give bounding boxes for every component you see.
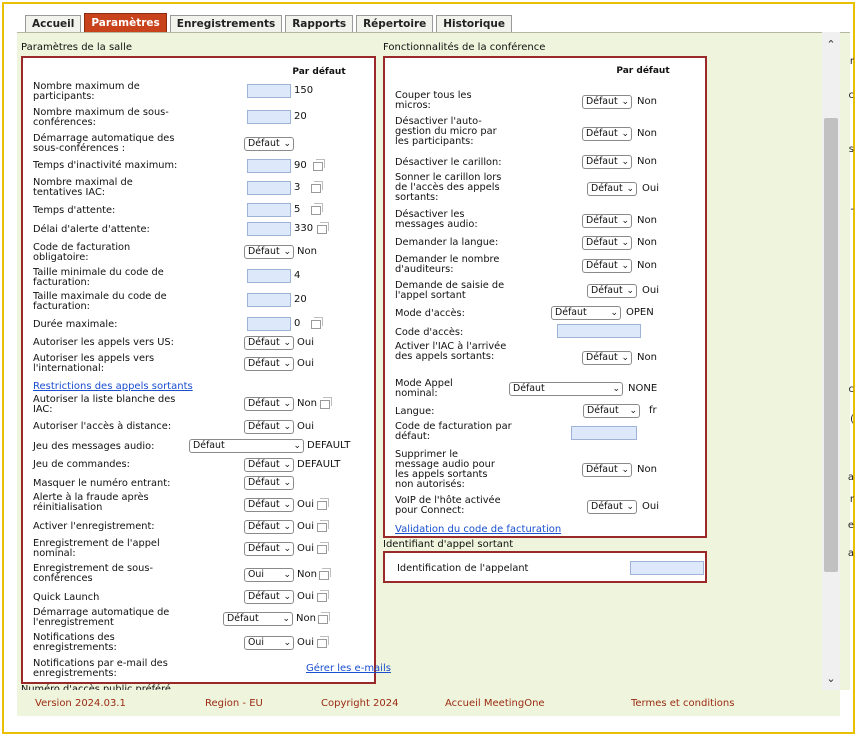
chevron-down-icon: ⌄ (283, 500, 291, 510)
tab-repertoire[interactable]: Répertoire (356, 15, 433, 32)
billing-max-label: Taille maximale du code de facturation: (33, 291, 167, 312)
nominal-recording-select-value: Défaut (248, 543, 280, 554)
enable-recording-label: Activer l'enregistrement: (33, 521, 155, 532)
copy-icon[interactable] (317, 545, 327, 554)
access-mode-select-value: Défaut (555, 307, 587, 318)
disable-chime-select[interactable] (582, 155, 632, 169)
remote-access-label: Autoriser l'accès à distance: (33, 421, 172, 432)
footer-copyright: Copyright 2024 (321, 698, 399, 709)
nominal-mode-value: NONE (628, 383, 658, 394)
copy-icon[interactable] (311, 184, 321, 193)
chevron-down-icon: ⌄ (621, 353, 629, 363)
billing-code-required-value: Non (297, 246, 317, 257)
iac-attempts-input[interactable] (247, 181, 291, 195)
nominal-mode-label: Mode Appel nominal: (395, 378, 453, 399)
iac-arrival-value: Non (637, 352, 657, 363)
auto-start-recording-select-value: Défaut (227, 613, 259, 624)
chevron-down-icon: ⌄ (612, 384, 620, 394)
edge-char: c (848, 384, 854, 395)
footer-home-link[interactable]: Accueil MeetingOne (445, 698, 545, 709)
wait-alert-label: Délai d'alerte d'attente: (33, 224, 150, 235)
disable-chime-label: Désactiver le carillon: (395, 157, 502, 168)
language-label: Langue: (395, 406, 435, 417)
access-mode-select[interactable] (551, 306, 621, 320)
ask-language-select-value: Défaut (586, 237, 618, 248)
tab-historique[interactable]: Historique (436, 15, 512, 32)
max-participants-value: 150 (294, 85, 314, 96)
auto-start-subconf-label: Démarrage automatique des sous-conférences : (33, 133, 175, 154)
suppress-audio-label: Supprimer le message audio pour les appels sortants non autorisés: (395, 449, 495, 490)
chevron-down-icon: ⌄ (626, 286, 634, 296)
command-set-label: Jeu de commandes: (33, 459, 130, 470)
outbound-input-select-value: Défaut (591, 285, 623, 296)
allow-intl-label: Autoriser les appels vers l'international: (33, 353, 155, 374)
voip-host-value: Oui (642, 501, 659, 512)
self-mute-select-value: Défaut (586, 128, 618, 139)
mute-all-select-value: Défaut (586, 96, 618, 107)
iac-attempts-value: 3 (294, 182, 301, 193)
chevron-down-icon: ⌄ (293, 441, 301, 451)
caller-id-title: Identifiant d'appel sortant (383, 539, 514, 550)
chevron-down-icon: ⌄ (283, 338, 291, 348)
access-code-label: Code d'accès: (395, 327, 464, 338)
chevron-down-icon: ⌄ (626, 502, 634, 512)
edge-char: s (848, 144, 854, 155)
mask-number-select[interactable] (244, 476, 294, 490)
iac-whitelist-select[interactable] (244, 397, 294, 411)
billing-min-input[interactable] (247, 269, 291, 283)
nominal-mode-select-value: Défaut (513, 383, 545, 394)
edge-char: c (848, 90, 854, 101)
max-duration-label: Durée maximale: (33, 319, 118, 330)
access-mode-value: OPEN (626, 307, 654, 318)
self-mute-select[interactable] (582, 127, 632, 141)
mute-all-label: Couper tous les micros: (395, 90, 472, 111)
voip-host-label: VoIP de l'hôte activée pour Connect: (395, 495, 501, 516)
allow-intl-value: Oui (297, 358, 314, 369)
recording-notifications-value: Oui (297, 637, 314, 648)
disable-audio-value: Non (637, 215, 657, 226)
mute-all-select[interactable] (582, 95, 632, 109)
billing-code-required-label: Code de facturation obligatoire: (33, 242, 131, 263)
edge-char: r (849, 494, 854, 505)
default-header: Par défaut (616, 66, 670, 76)
iac-arrival-select[interactable] (582, 351, 632, 365)
subconf-recording-select[interactable] (244, 568, 294, 582)
max-idle-value: 90 (294, 160, 307, 171)
vertical-scrollbar[interactable] (822, 32, 840, 690)
auto-start-recording-value: Non (296, 613, 316, 624)
fraud-alert-label: Alerte à la fraude après réinitialisation (33, 492, 149, 513)
wait-time-label: Temps d'attente: (33, 205, 116, 216)
outbound-restrictions-link[interactable]: Restrictions des appels sortants (33, 381, 193, 392)
conference-features-title: Fonctionnalités de la conférence (383, 42, 546, 53)
chime-outbound-value: Oui (642, 183, 659, 194)
allow-us-select[interactable] (244, 336, 294, 350)
audio-set-label: Jeu des messages audio: (33, 441, 155, 452)
chevron-down-icon: ⌄ (621, 97, 629, 107)
edge-char: a (847, 472, 854, 483)
max-subconf-label: Nombre maximum de sous-conférences: (33, 107, 169, 128)
recording-notifications-label: Notifications des enregistrements: (33, 632, 117, 653)
chevron-down-icon: ⌄ (610, 308, 618, 318)
allow-us-label: Autoriser les appels vers US: (33, 337, 174, 348)
fraud-alert-select[interactable] (244, 498, 294, 512)
nominal-mode-select[interactable] (509, 382, 623, 396)
max-idle-input[interactable] (247, 159, 291, 173)
language-value: fr (649, 405, 657, 416)
auto-start-subconf-select-value: Défaut (248, 138, 280, 149)
copy-icon[interactable] (311, 320, 321, 329)
ask-listeners-label: Demander le nombre d'auditeurs: (395, 254, 500, 275)
enable-recording-value: Oui (297, 521, 314, 532)
allow-us-select-value: Défaut (248, 337, 280, 348)
iac-attempts-label: Nombre maximal de tentatives IAC: (33, 177, 133, 198)
iac-whitelist-select-value: Défaut (248, 398, 280, 409)
remote-access-select[interactable] (244, 420, 294, 434)
allow-intl-select-value: Défaut (248, 358, 280, 369)
max-subconf-input[interactable] (247, 110, 291, 124)
outbound-input-label: Demande de saisie de l'appel sortant (395, 280, 505, 301)
mask-number-label: Masquer le numéro entrant: (33, 478, 171, 489)
subconf-recording-select-value: Oui (248, 569, 264, 580)
subconf-recording-value: Non (297, 569, 317, 580)
room-settings-panel (21, 56, 391, 684)
settings-content (17, 32, 850, 690)
quick-launch-value: Oui (297, 591, 314, 602)
disable-audio-label: Désactiver les messages audio: (395, 209, 478, 230)
edge-char: r (849, 56, 854, 67)
billing-code-required-select[interactable] (244, 245, 294, 259)
disable-audio-select-value: Défaut (586, 215, 618, 226)
chevron-down-icon: ⌄ (621, 238, 629, 248)
audio-set-select-value: Défaut (193, 440, 225, 451)
wait-alert-value: 330 (294, 223, 314, 234)
conference-features-panel (383, 56, 707, 538)
nominal-recording-label: Enregistrement de l'appel nominal: (33, 538, 160, 559)
recording-notifications-select[interactable] (244, 636, 294, 650)
audio-set-select[interactable] (189, 439, 304, 453)
outbound-input-select[interactable] (587, 284, 637, 298)
wait-time-value: 5 (294, 204, 301, 215)
quick-launch-select-value: Défaut (248, 591, 280, 602)
ask-listeners-select[interactable] (582, 259, 632, 273)
edge-char: a (847, 548, 854, 559)
caller-id-label: Identification de l'appelant (397, 563, 529, 574)
chime-outbound-select-value: Défaut (591, 183, 623, 194)
ask-language-value: Non (637, 237, 657, 248)
chevron-down-icon: ⌄ (626, 184, 634, 194)
enable-recording-select[interactable] (244, 520, 294, 534)
default-header: Par défaut (292, 67, 346, 77)
chevron-down-icon: ⌄ (283, 522, 291, 532)
fraud-alert-select-value: Défaut (248, 499, 280, 510)
copy-icon[interactable] (317, 523, 327, 532)
copy-icon[interactable] (317, 593, 327, 602)
chevron-down-icon: ⌄ (283, 638, 291, 648)
chime-outbound-select[interactable] (587, 182, 637, 196)
disable-audio-select[interactable] (582, 214, 632, 228)
auto-start-recording-select[interactable] (223, 612, 293, 626)
access-code-input[interactable] (557, 324, 641, 338)
remote-access-value: Oui (297, 421, 314, 432)
ask-listeners-value: Non (637, 260, 657, 271)
language-select-value: Défaut (587, 405, 619, 416)
auto-start-recording-label: Démarrage automatique de l'enregistrement (33, 607, 170, 628)
nominal-recording-value: Oui (297, 543, 314, 554)
chevron-down-icon: ⌄ (283, 247, 291, 257)
max-participants-label: Nombre maximum de participants: (33, 81, 140, 102)
auto-start-subconf-select[interactable] (244, 137, 294, 151)
caller-id-panel (383, 551, 707, 583)
max-duration-input[interactable] (247, 317, 291, 331)
footer-version: Version 2024.03.1 (35, 698, 126, 709)
chevron-down-icon: ⌄ (283, 592, 291, 602)
room-settings-title: Paramètres de la salle (21, 42, 133, 53)
footer (17, 690, 840, 716)
chevron-down-icon: ⌄ (621, 261, 629, 271)
copy-icon[interactable] (317, 225, 327, 234)
command-set-select[interactable] (244, 458, 294, 472)
remote-access-select-value: Défaut (248, 421, 280, 432)
chevron-down-icon: ⌄ (621, 465, 629, 475)
edge-char: - (850, 204, 854, 215)
tab-parametres[interactable]: Paramètres (84, 13, 166, 32)
scroll-thumb[interactable] (824, 118, 838, 572)
chevron-down-icon: ⌄ (283, 544, 291, 554)
suppress-audio-select-value: Défaut (586, 464, 618, 475)
self-mute-label: Désactiver l'auto-gestion du micro par les participants: (395, 116, 497, 147)
billing-min-label: Taille minimale du code de facturation: (33, 267, 164, 288)
copy-icon[interactable] (319, 571, 329, 580)
enable-recording-select-value: Défaut (248, 521, 280, 532)
tab-accueil[interactable]: Accueil (25, 15, 81, 32)
subconf-recording-label: Enregistrement de sous-conférences (33, 563, 154, 584)
billing-max-input[interactable] (247, 293, 291, 307)
disable-chime-value: Non (637, 156, 657, 167)
audio-set-value: DEFAULT (307, 440, 351, 451)
copy-icon[interactable] (311, 206, 321, 215)
tab-enregistrements[interactable]: Enregistrements (170, 15, 282, 32)
footer-terms-link[interactable]: Termes et conditions (631, 698, 735, 709)
chevron-down-icon: ⌄ (621, 157, 629, 167)
voip-host-select-value: Défaut (591, 501, 623, 512)
billing-max-value: 20 (294, 294, 307, 305)
chevron-down-icon: ⌄ (283, 570, 291, 580)
suppress-audio-select[interactable] (582, 463, 632, 477)
nominal-recording-select[interactable] (244, 542, 294, 556)
iac-arrival-select-value: Défaut (586, 352, 618, 363)
copy-icon[interactable] (317, 639, 327, 648)
billing-code-required-select-value: Défaut (248, 246, 280, 257)
chevron-down-icon: ⌄ (282, 614, 290, 624)
command-set-value: DEFAULT (297, 459, 341, 470)
access-mode-label: Mode d'accès: (395, 308, 465, 319)
manage-emails-link[interactable]: Gérer les e-mails (306, 663, 391, 674)
scroll-down-icon[interactable]: ⌄ (826, 672, 836, 685)
edge-char: ( (850, 414, 854, 425)
quick-launch-select[interactable] (244, 590, 294, 604)
copy-icon[interactable] (317, 501, 327, 510)
email-notifications-label: Notifications par e-mail des enregistrements: (33, 658, 168, 679)
self-mute-value: Non (637, 128, 657, 139)
billing-min-value: 4 (294, 270, 301, 281)
scroll-up-icon[interactable]: ⌃ (826, 38, 836, 51)
max-participants-input[interactable] (247, 84, 291, 98)
copy-icon[interactable] (320, 400, 330, 409)
iac-whitelist-value: Non (297, 398, 317, 409)
chevron-down-icon: ⌄ (621, 129, 629, 139)
iac-arrival-label: Activer l'IAC à l'arrivée des appels sortants: (395, 341, 507, 362)
chevron-down-icon: ⌄ (283, 139, 291, 149)
mask-number-select-value: Défaut (248, 477, 280, 488)
chevron-down-icon: ⌄ (283, 359, 291, 369)
disable-chime-select-value: Défaut (586, 156, 618, 167)
chevron-down-icon: ⌄ (283, 399, 291, 409)
allow-intl-select[interactable] (244, 357, 294, 371)
max-idle-label: Temps d'inactivité maximum: (33, 160, 178, 171)
max-duration-value: 0 (294, 318, 301, 329)
copy-icon[interactable] (313, 162, 323, 171)
default-billing-code-label: Code de facturation par défaut: (395, 421, 512, 442)
command-set-select-value: Défaut (248, 459, 280, 470)
recording-notifications-select-value: Oui (248, 637, 264, 648)
chevron-down-icon: ⌄ (283, 478, 291, 488)
iac-whitelist-label: Autoriser la liste blanche des IAC: (33, 394, 176, 415)
right-edge-overflow (842, 32, 854, 692)
footer-region: Region - EU (205, 698, 263, 709)
caller-id-input[interactable] (630, 561, 704, 575)
wait-time-input[interactable] (247, 203, 291, 217)
suppress-audio-value: Non (637, 464, 657, 475)
copy-icon[interactable] (318, 615, 328, 624)
tab-rapports[interactable]: Rapports (285, 15, 353, 32)
language-select[interactable] (583, 404, 640, 418)
default-billing-code-input[interactable] (571, 426, 637, 440)
max-subconf-value: 20 (294, 111, 307, 122)
wait-alert-input[interactable] (247, 222, 291, 236)
ask-language-label: Demander la langue: (395, 237, 499, 248)
ask-language-select[interactable] (582, 236, 632, 250)
allow-us-value: Oui (297, 337, 314, 348)
chime-outbound-label: Sonner le carillon lors de l'accès des appels sortants: (395, 172, 502, 203)
outbound-input-value: Oui (642, 285, 659, 296)
mute-all-value: Non (637, 96, 657, 107)
edge-char: e (847, 520, 854, 531)
tab-bar (25, 14, 515, 32)
chevron-down-icon: ⌄ (629, 406, 637, 416)
billing-validation-link[interactable]: Validation du code de facturation (395, 524, 562, 535)
chevron-down-icon: ⌄ (621, 216, 629, 226)
quick-launch-label: Quick Launch (33, 592, 100, 603)
chevron-down-icon: ⌄ (283, 422, 291, 432)
chevron-down-icon: ⌄ (283, 460, 291, 470)
voip-host-select[interactable] (587, 500, 637, 514)
fraud-alert-value: Oui (297, 499, 314, 510)
ask-listeners-select-value: Défaut (586, 260, 618, 271)
